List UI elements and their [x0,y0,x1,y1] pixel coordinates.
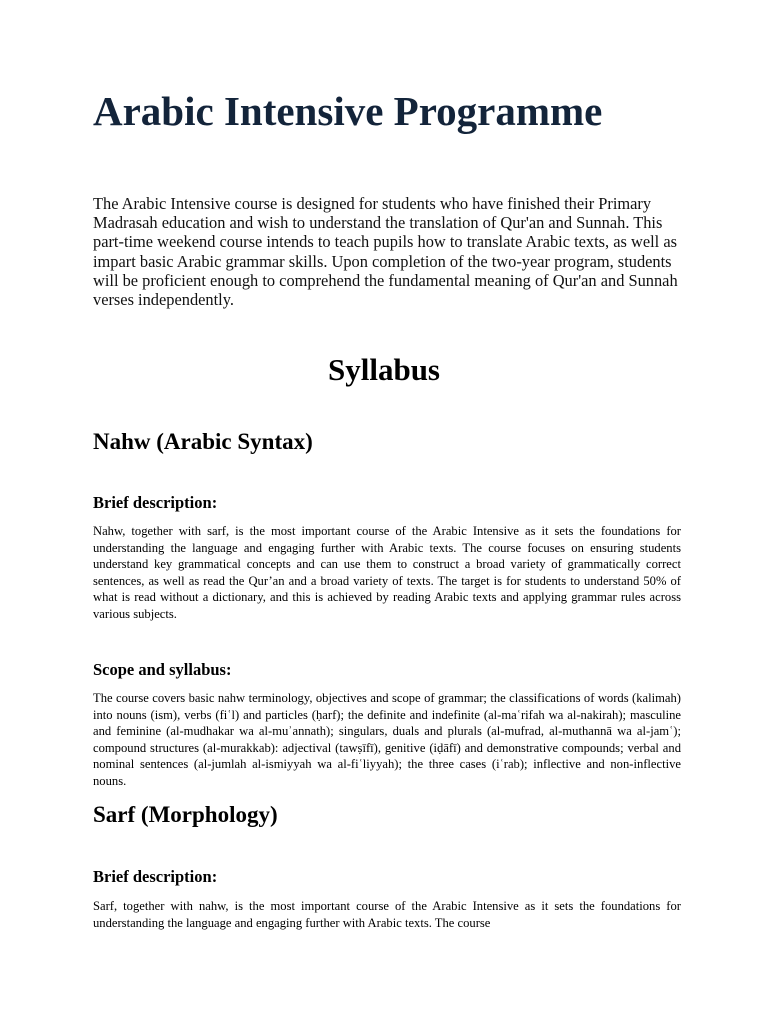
intro-paragraph: The Arabic Intensive course is designed for students who have finished their Primary Madrasah education and wish to understand the translation of Qur'an and Sunnah. This part-time weekend course intends to teach pupils how to translate Arabic texts, as well as impart basic Arabic grammar skills. Upon completion of the two-year program, students will be proficient enough to comprehend the fundamental meaning of Qur'an and Sunnah verses independently. [93,194,678,310]
nahw-brief-text: Nahw, together with sarf, is the most important course of the Arabic Intensive as it sets the foundations for understanding the language and engaging further with Arabic texts. The course focuses on ensuring students understand key grammatical concepts and can use them to construct a broad variety of grammatically correct sentences, as well as read the Qur’an and a broad variety of texts. The target is for students to understand 50% of what is read without a dictionary, and this is achieved by reading Arabic texts and applying grammar rules across various subjects. [93,524,681,621]
syllabus-heading: Syllabus [327,352,440,387]
sarf-brief-text: Sarf, together with nahw, is the most important course of the Arabic Intensive as it sets the foundations for understanding the language and engaging further with Arabic texts. The course [93,899,681,930]
nahw-scope-text: The course covers basic nahw terminology, objectives and scope of grammar; the classifications of words (kalimah) into nouns (ism), verbs (fiʿl) and particles (ḥarf); the definite and indefinite (al-maʿrifah wa al-nakirah); masculine and feminine (al-mudhakar wa al-muʾannath); singulars, duals and plurals (al-mufrad, al-muthannā wa al-jamʿ); compound structures (al-murakkab): adjectival (tawṣīfī), genitive (iḍāfī) and demonstrative compounds; verbal and nominal sentences (al-jumlah al-ismiyyah wa al-fiʿliyyah); the three cases (iʿrab); inflective and non-inflective nouns. [93,691,681,788]
section-title-sarf: Sarf (Morphology) [93,802,278,827]
nahw-scope-heading: Scope and syllabus: [93,660,232,679]
nahw-brief-heading: Brief description: [93,493,218,512]
page-title: Arabic Intensive Programme [93,88,603,134]
sarf-brief-heading: Brief description: [93,867,218,886]
section-title-nahw: Nahw (Arabic Syntax) [93,429,313,454]
